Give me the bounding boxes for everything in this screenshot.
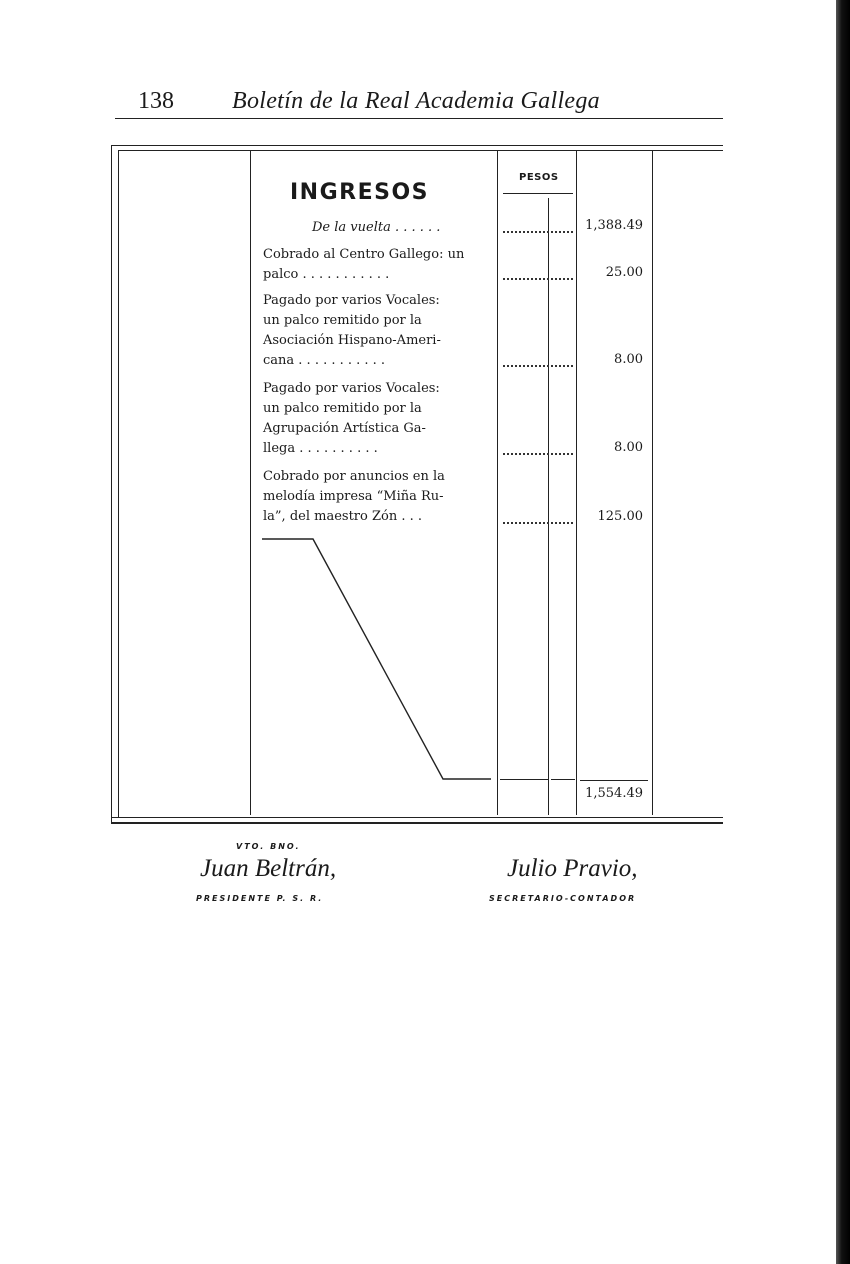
entry-amount: 125.00	[597, 509, 643, 524]
president-role: PRESIDENTE P. S. R.	[196, 894, 324, 903]
entry-amount: 8.00	[614, 352, 643, 367]
approval-label: VTO. BNO.	[236, 842, 301, 851]
entry-amount: 25.00	[605, 265, 643, 280]
column-header-pesos: PESOS	[519, 172, 559, 183]
running-title: Boletín de la Real Academia Gallega	[232, 88, 600, 114]
president-signature-name: Juan Beltrán,	[200, 855, 337, 882]
total-amount: 1,554.49	[585, 786, 643, 801]
page-number: 138	[138, 88, 174, 114]
entry-amount: 8.00	[614, 440, 643, 455]
ledger-entry: Pagado por varios Vocales: un palco remitido por la Asociación Hispano-Ameri- cana . . . . . . . . . . .	[263, 293, 441, 368]
ledger-entry: Cobrado al Centro Gallego: un palco . . . . . . . . . . .	[263, 247, 465, 282]
ledger-entry: Cobrado por anuncios en la melodía impresa “Miña Ru- la”, del maestro Zón . . .	[263, 469, 445, 524]
secretary-signature-name: Julio Pravio,	[507, 855, 638, 882]
secretary-role: SECRETARIO-CONTADOR	[489, 894, 637, 903]
ledger-entry: De la vuelta . . . . . .	[312, 220, 441, 235]
entry-amount: 1,388.49	[585, 218, 643, 233]
ledger-entry: Pagado por varios Vocales: un palco remitido por la Agrupación Artística Ga- llega . . . . . . . . . .	[263, 381, 440, 456]
section-title: INGRESOS	[290, 180, 430, 205]
